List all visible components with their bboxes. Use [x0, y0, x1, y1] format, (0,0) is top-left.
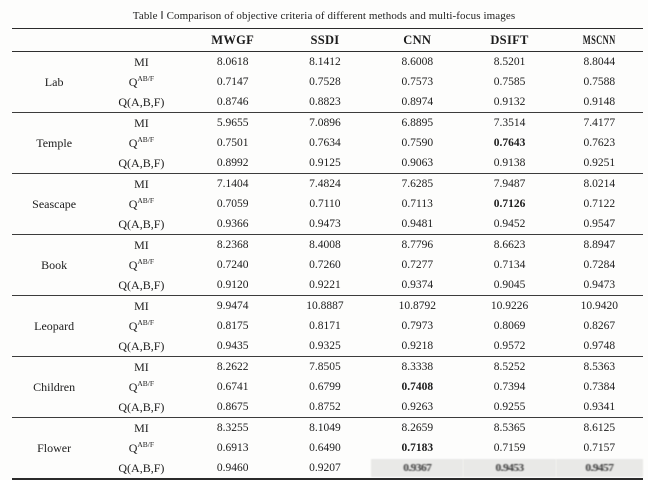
value-cell: 0.7059 — [216, 198, 249, 210]
value-cell: 0.7110 — [309, 198, 341, 210]
metric-label: $Q^{AB/F}$ — [128, 318, 155, 333]
table-row — [12, 113, 643, 134]
image-group-seascape — [12, 174, 643, 235]
value-cell: 0.9325 — [309, 340, 341, 352]
value-cell: 7.1404 — [216, 178, 249, 190]
image-name: Leopard — [34, 318, 75, 333]
value-cell: 0.7147 — [216, 76, 249, 88]
image-group-book — [12, 235, 643, 296]
value-cell: 0.8974 — [401, 96, 434, 108]
value-cell: 0.9251 — [583, 157, 616, 169]
image-group-flower — [12, 418, 643, 480]
method-header-mscnn — [556, 29, 643, 52]
corner-cell-image — [12, 29, 96, 52]
value-cell: 0.7573 — [401, 76, 434, 88]
image-group-leopard — [12, 296, 643, 357]
value-cell: 8.3338 — [401, 361, 434, 373]
value-cell: 8.8044 — [583, 56, 616, 68]
value-cell: 0.9481 — [401, 218, 434, 230]
value-cell: 0.9063 — [401, 157, 434, 169]
value-cell: 8.2659 — [401, 422, 434, 434]
value-cell: 0.7528 — [309, 76, 341, 88]
value-cell: 0.6799 — [309, 381, 341, 393]
value-cell: 0.9367 — [371, 459, 463, 478]
metric-label: $Q^{AB/F}$ — [128, 196, 155, 211]
value-cell: 0.7240 — [216, 259, 249, 271]
metric-superscript: AB/F — [137, 135, 155, 144]
value-cell: 0.9473 — [309, 218, 341, 230]
value-cell: 8.1049 — [309, 422, 341, 434]
value-cell: 6.8895 — [401, 117, 434, 129]
value-cell: 0.7113 — [401, 198, 433, 210]
value-cell: 0.7122 — [583, 198, 616, 210]
value-cell: 0.7157 — [583, 442, 616, 454]
method-header-mwgf — [187, 29, 279, 52]
value-cell: 8.1412 — [309, 56, 341, 68]
comparison-table-container — [12, 28, 643, 480]
method-header-cnn — [371, 29, 463, 52]
value-cell: 8.4008 — [309, 239, 341, 251]
value-cell: 0.6913 — [216, 442, 249, 454]
value-cell: 0.9374 — [401, 279, 434, 291]
value-cell: 0.7973 — [401, 320, 434, 332]
value-cell: 8.0214 — [583, 178, 616, 190]
metric-label: Q(A,B,F) — [118, 94, 165, 109]
value-cell: 8.3255 — [216, 422, 249, 434]
value-cell: 0.7623 — [583, 137, 616, 149]
value-cell: 0.7260 — [309, 259, 341, 271]
value-cell: 0.7126 — [493, 198, 526, 210]
metric-label: Q(A,B,F) — [118, 216, 165, 231]
table-row — [12, 397, 643, 418]
table-row — [12, 296, 643, 317]
value-cell: 0.8823 — [309, 96, 341, 108]
value-cell: 0.9473 — [583, 279, 616, 291]
value-cell: 0.7159 — [493, 442, 526, 454]
value-cell: 0.9460 — [216, 462, 249, 474]
image-name: Temple — [36, 135, 73, 150]
value-cell: 7.4177 — [583, 117, 616, 129]
metric-superscript: AB/F — [137, 257, 155, 266]
value-cell: 0.9341 — [583, 401, 616, 413]
value-cell: 8.5201 — [493, 56, 526, 68]
value-cell: 7.9487 — [493, 178, 526, 190]
metric-label: Q(A,B,F) — [118, 338, 165, 353]
value-cell: 0.7590 — [401, 137, 434, 149]
table-row — [12, 377, 643, 397]
method-label: DSIFT — [490, 32, 529, 47]
value-cell: 0.7643 — [493, 137, 526, 149]
image-group-children — [12, 357, 643, 418]
value-cell: 0.8675 — [216, 401, 249, 413]
value-cell: 0.7284 — [583, 259, 616, 271]
value-cell: 0.9255 — [493, 401, 526, 413]
value-cell: 8.5365 — [493, 422, 526, 434]
metric-superscript: AB/F — [137, 74, 155, 83]
image-name: Children — [33, 379, 76, 394]
table-row — [12, 194, 643, 214]
value-cell: 8.6125 — [583, 422, 616, 434]
value-cell: 0.9207 — [309, 462, 341, 474]
value-cell: 7.3514 — [493, 117, 526, 129]
value-cell: 0.9125 — [309, 157, 341, 169]
value-cell: 0.6741 — [216, 381, 249, 393]
value-cell: 0.7588 — [583, 76, 616, 88]
value-cell: 8.6623 — [493, 239, 526, 251]
table-row — [12, 72, 643, 92]
metric-label: Q(A,B,F) — [118, 399, 165, 414]
value-cell: 8.5363 — [583, 361, 616, 373]
method-label: CNN — [403, 32, 432, 47]
value-cell: 8.8947 — [583, 239, 616, 251]
value-cell: 0.8175 — [216, 320, 249, 332]
table-row — [12, 133, 643, 153]
value-cell: 8.5252 — [493, 361, 526, 373]
value-cell: 0.9120 — [216, 279, 249, 291]
value-cell: 0.7183 — [401, 442, 434, 454]
value-cell: 0.7634 — [309, 137, 341, 149]
value-cell: 0.9218 — [401, 340, 434, 352]
metric-label: MI — [134, 420, 149, 435]
table-row — [12, 235, 643, 256]
value-cell: 0.7585 — [493, 76, 526, 88]
value-cell: 0.9045 — [493, 279, 526, 291]
value-cell: 8.6008 — [401, 56, 434, 68]
table-caption: Table Ⅰ Comparison of objective criteria of different methods and multi-focus images — [132, 10, 516, 22]
value-cell: 0.9138 — [493, 157, 526, 169]
value-cell: 0.9748 — [583, 340, 616, 352]
method-label: MWGF — [211, 32, 255, 47]
value-cell: 0.9453 — [463, 459, 555, 478]
value-cell: 0.6490 — [309, 442, 341, 454]
metric-label: $Q^{AB/F}$ — [128, 74, 155, 89]
image-name: Flower — [37, 440, 72, 455]
table-row — [12, 255, 643, 275]
value-cell: 7.0896 — [309, 117, 341, 129]
method-label: SSDI — [310, 32, 340, 47]
table-row — [12, 275, 643, 296]
method-header-ssdi — [279, 29, 371, 52]
value-cell: 0.9148 — [583, 96, 616, 108]
value-cell: 0.8267 — [583, 320, 616, 332]
value-cell: 10.8887 — [306, 300, 344, 312]
metric-label: MI — [134, 237, 149, 252]
table-row — [12, 153, 643, 174]
image-group-lab — [12, 52, 643, 113]
metric-label: Q(A,B,F) — [118, 155, 165, 170]
value-cell: 0.7501 — [216, 137, 249, 149]
value-cell: 7.4824 — [309, 178, 341, 190]
value-cell: 0.9132 — [493, 96, 526, 108]
value-cell: 0.8069 — [493, 320, 526, 332]
metric-label: $Q^{AB/F}$ — [128, 135, 155, 150]
image-group-temple — [12, 113, 643, 174]
metric-label: MI — [134, 54, 149, 69]
table-row — [12, 418, 643, 439]
value-cell: 0.9572 — [493, 340, 526, 352]
table-row — [12, 357, 643, 378]
image-name: Book — [41, 257, 68, 272]
table-header — [12, 29, 643, 52]
value-cell: 0.7134 — [493, 259, 526, 271]
value-cell: 0.8746 — [216, 96, 249, 108]
value-cell: 0.7394 — [493, 381, 526, 393]
metric-label: Q(A,B,F) — [118, 460, 165, 475]
value-cell: 0.9547 — [583, 218, 616, 230]
metric-label: Q(A,B,F) — [118, 277, 165, 292]
value-cell: 5.9655 — [216, 117, 249, 129]
value-cell: 0.9366 — [216, 218, 249, 230]
header-row — [12, 29, 643, 52]
metric-label: $Q^{AB/F}$ — [128, 379, 155, 394]
value-cell: 7.6285 — [401, 178, 434, 190]
table-row — [12, 336, 643, 357]
value-cell: 8.7796 — [401, 239, 434, 251]
value-cell: 10.9420 — [580, 300, 619, 312]
metric-superscript: AB/F — [137, 196, 155, 205]
value-cell: 7.8505 — [309, 361, 341, 373]
table-row — [12, 214, 643, 235]
value-cell: 8.2622 — [216, 361, 249, 373]
value-cell: 8.0618 — [216, 56, 249, 68]
metric-superscript: AB/F — [137, 318, 155, 327]
metric-label: MI — [134, 298, 149, 313]
metric-superscript: AB/F — [137, 379, 155, 388]
image-name: Lab — [44, 74, 64, 89]
image-name: Seascape — [32, 196, 77, 211]
value-cell: 0.8992 — [216, 157, 249, 169]
value-cell: 10.8792 — [398, 300, 436, 312]
value-cell: 0.8171 — [309, 320, 341, 332]
table-row — [12, 174, 643, 195]
metric-label: MI — [134, 359, 149, 374]
value-cell: 0.7277 — [401, 259, 434, 271]
value-cell: 0.9263 — [401, 401, 434, 413]
method-label: MSCNN — [582, 32, 616, 47]
value-cell: 0.7408 — [401, 381, 434, 393]
value-cell: 9.9474 — [216, 300, 249, 312]
metric-superscript: AB/F — [137, 440, 155, 449]
table-row — [12, 438, 643, 458]
metric-label: $Q^{AB/F}$ — [128, 257, 155, 272]
value-cell: 0.9457 — [556, 459, 643, 478]
value-cell: 0.8752 — [309, 401, 341, 413]
table-row — [12, 92, 643, 113]
method-header-dsift — [463, 29, 555, 52]
value-cell: 0.9221 — [309, 279, 341, 291]
value-cell: 8.2368 — [216, 239, 249, 251]
value-cell: 0.9435 — [216, 340, 249, 352]
comparison-table — [12, 28, 643, 480]
metric-label: $Q^{AB/F}$ — [128, 440, 155, 455]
table-row — [12, 316, 643, 336]
value-cell: 10.9226 — [490, 300, 529, 312]
value-cell: 0.7384 — [583, 381, 616, 393]
corner-cell-metric — [96, 29, 186, 52]
value-cell: 0.9452 — [493, 218, 526, 230]
metric-label: MI — [134, 176, 149, 191]
metric-label: MI — [134, 115, 149, 130]
table-row — [12, 52, 643, 73]
